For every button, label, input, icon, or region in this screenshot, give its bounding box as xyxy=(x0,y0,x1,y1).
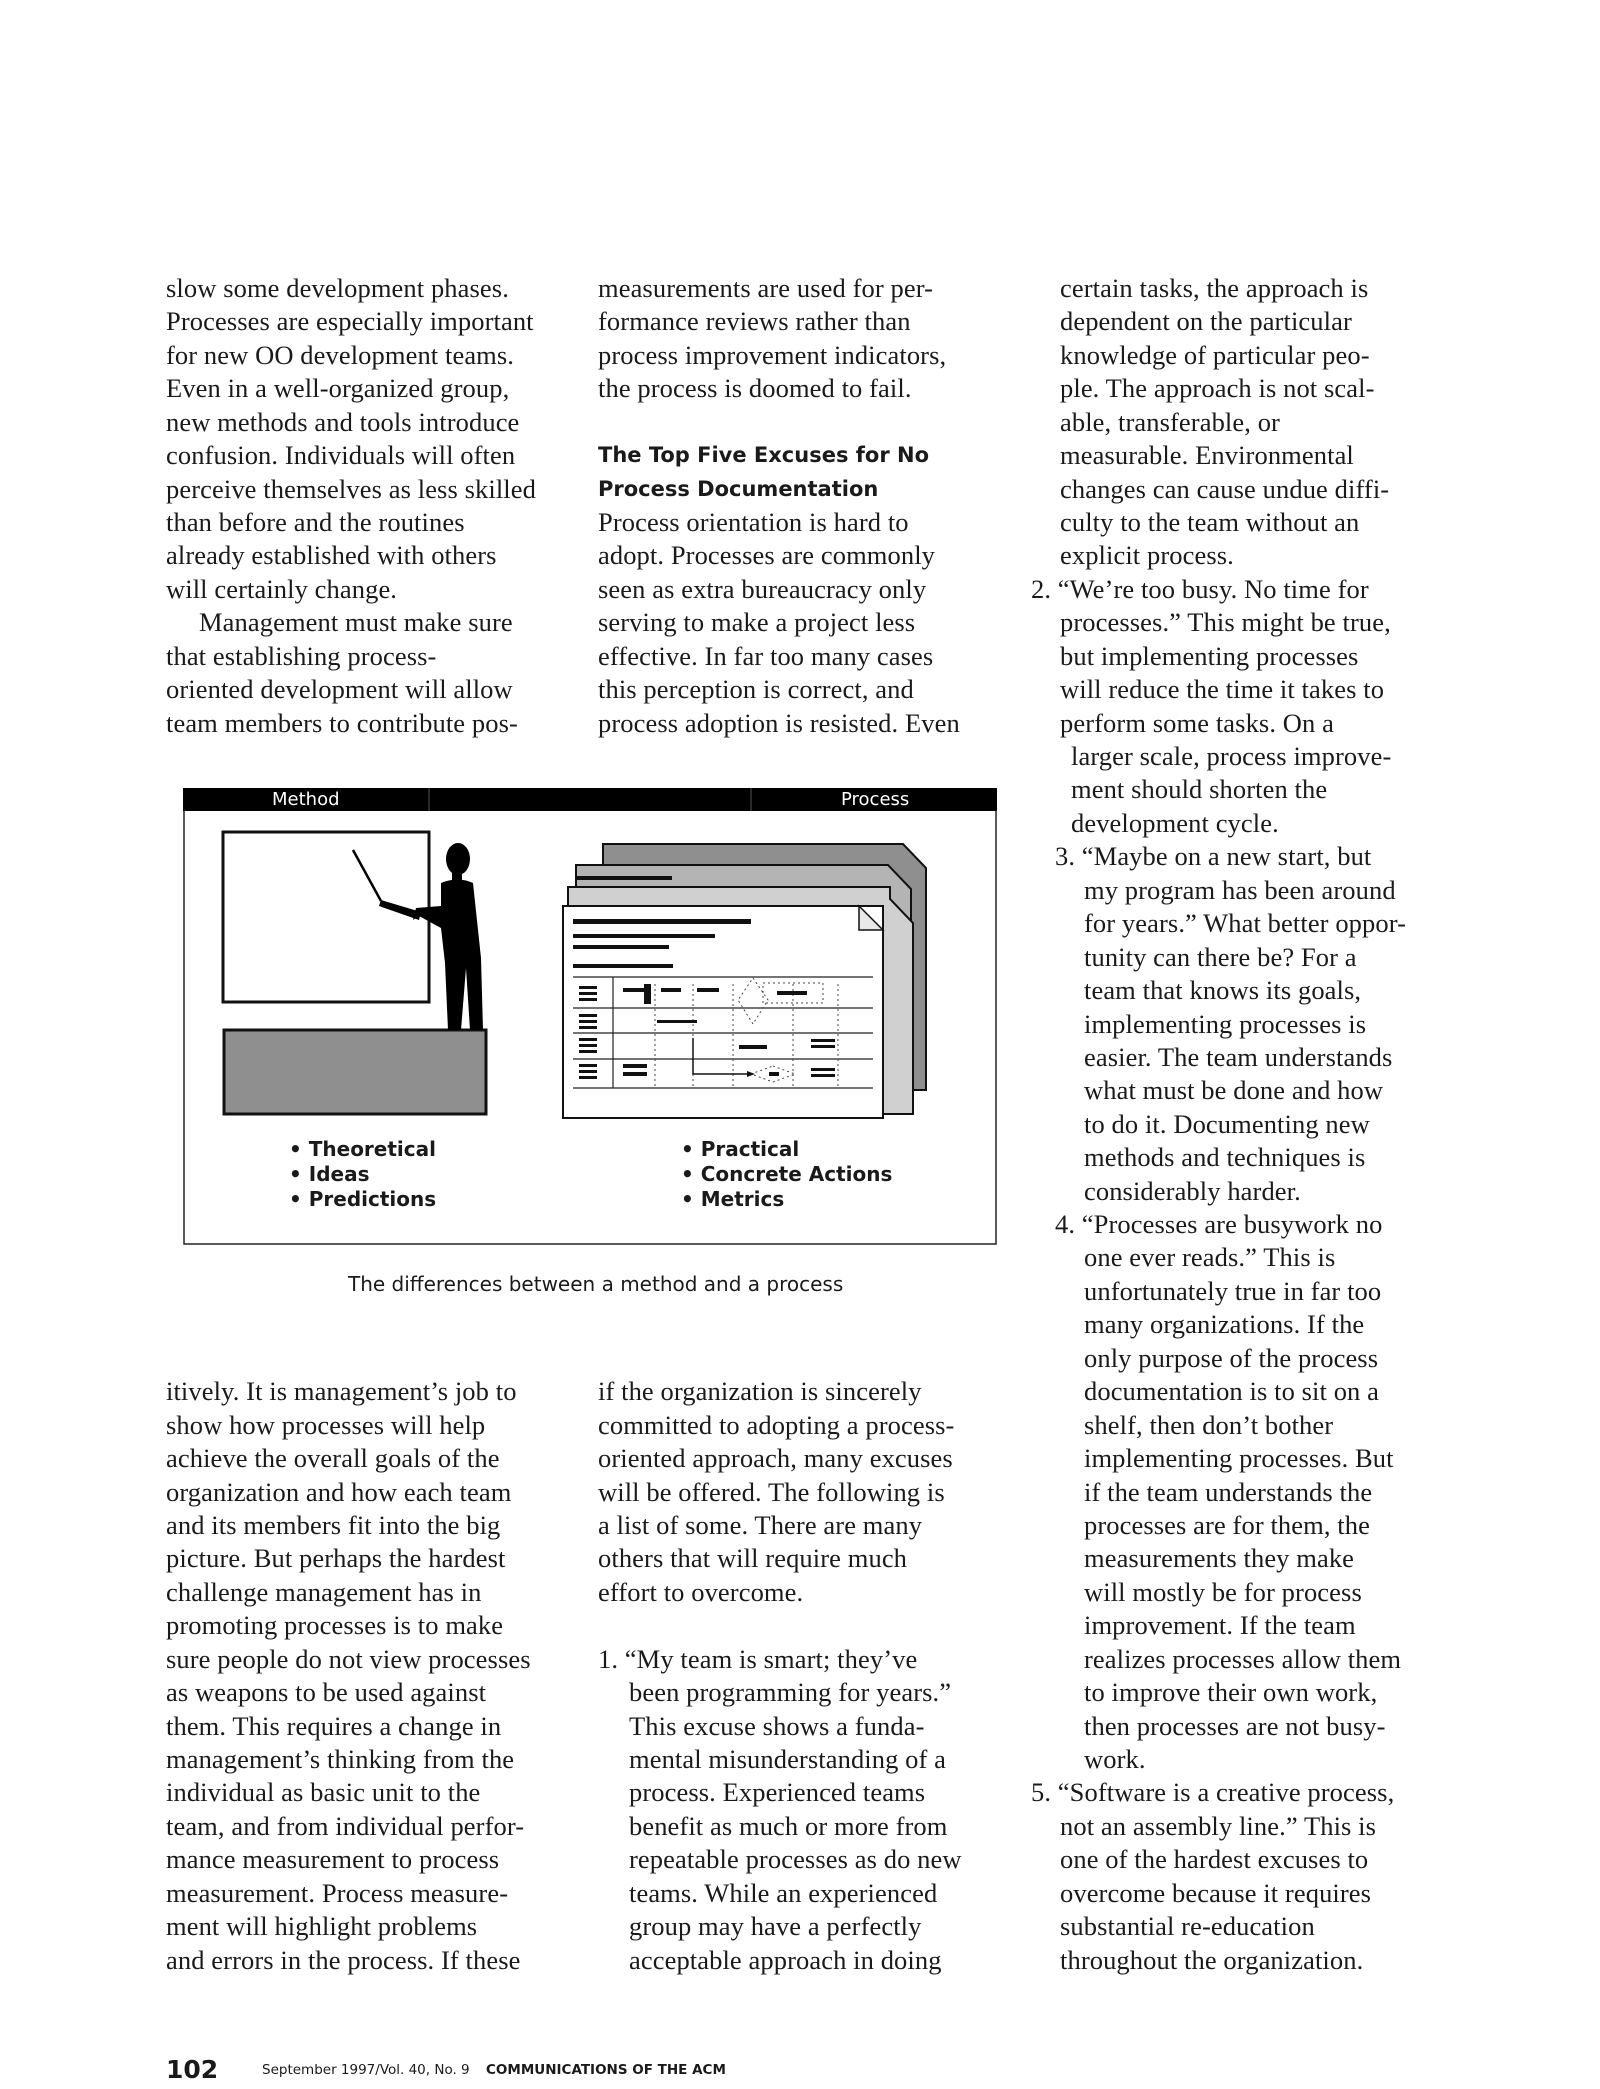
text-line: show how processes will help xyxy=(166,1410,486,1440)
text-line: confusion. Individuals will often xyxy=(166,440,516,470)
list-item: 3. “Maybe on a new start, but xyxy=(1055,841,1372,871)
text-line: measurements they make xyxy=(1084,1543,1355,1573)
text-line: mance measurement to process xyxy=(166,1844,500,1874)
process-label: Process xyxy=(841,789,910,810)
figure-caption: The differences between a method and a process xyxy=(348,1272,844,1296)
text-line: oriented development will allow xyxy=(166,674,513,704)
text-line: Management must make sure xyxy=(199,607,513,637)
method-bullet: • Ideas xyxy=(289,1162,370,1186)
text-line: throughout the organization. xyxy=(1060,1945,1364,1975)
text-line: many organizations. If the xyxy=(1084,1309,1365,1339)
text-line: This excuse shows a funda- xyxy=(629,1711,925,1741)
text-line: what must be done and how xyxy=(1084,1075,1384,1105)
text-line: but implementing processes xyxy=(1060,641,1359,671)
text-line: to do it. Documenting new xyxy=(1084,1109,1370,1139)
text-line: individual as basic unit to the xyxy=(166,1777,481,1807)
text-line: achieve the overall goals of the xyxy=(166,1443,500,1473)
text-line: measurements are used for per- xyxy=(598,273,934,303)
method-label: Method xyxy=(272,789,340,810)
text-line: unfortunately true in far too xyxy=(1084,1276,1382,1306)
text-line: process adoption is resisted. Even xyxy=(598,708,960,738)
section-heading: The Top Five Excuses for No xyxy=(598,443,929,467)
text-line: dependent on the particular xyxy=(1060,306,1352,336)
text-line: the process is doomed to fail. xyxy=(598,373,912,403)
text-line: will mostly be for process xyxy=(1084,1577,1362,1607)
text-line: as weapons to be used against xyxy=(166,1677,487,1707)
text-line: group may have a perfectly xyxy=(629,1911,922,1941)
text-line: Process orientation is hard to xyxy=(598,507,909,537)
text-line: oriented approach, many excuses xyxy=(598,1443,953,1473)
text-line: team members to contribute pos- xyxy=(166,708,518,738)
text-line: to improve their own work, xyxy=(1084,1677,1378,1707)
text-line: slow some development phases. xyxy=(166,273,509,303)
text-line: formance reviews rather than xyxy=(598,306,911,336)
text-line: for new OO development teams. xyxy=(166,340,515,370)
text-line: ment should shorten the xyxy=(1071,774,1328,804)
text-line: only purpose of the process xyxy=(1084,1343,1379,1373)
text-line: methods and techniques is xyxy=(1084,1142,1366,1172)
text-line: that establishing process- xyxy=(166,641,437,671)
text-line: realizes processes allow them xyxy=(1084,1644,1402,1674)
page-number: 102 xyxy=(166,2055,219,2084)
text-line: implementing processes. But xyxy=(1084,1443,1394,1473)
text-line: and errors in the process. If these xyxy=(166,1945,521,1975)
text-line: Even in a well-organized group, xyxy=(166,373,510,403)
text-line: certain tasks, the approach is xyxy=(1060,273,1369,303)
text-line: process improvement indicators, xyxy=(598,340,947,370)
text-line: one of the hardest excuses to xyxy=(1060,1844,1369,1874)
text-line: then processes are not busy- xyxy=(1084,1711,1386,1741)
process-bullet: • Metrics xyxy=(681,1187,785,1211)
text-line: changes can cause undue diffi- xyxy=(1060,474,1390,504)
list-item: 5. “Software is a creative process, xyxy=(1031,1777,1395,1807)
text-line: mental misunderstanding of a xyxy=(629,1744,947,1774)
text-line: repeatable processes as do new xyxy=(629,1844,962,1874)
text-line: development cycle. xyxy=(1071,808,1279,838)
text-line: teams. While an experienced xyxy=(629,1878,938,1908)
text-line: measurable. Environmental xyxy=(1060,440,1354,470)
method-bullet: • Theoretical xyxy=(289,1137,436,1161)
text-line: processes.” This might be true, xyxy=(1060,607,1391,637)
process-bullet: • Concrete Actions xyxy=(681,1162,893,1186)
text-line: already established with others xyxy=(166,540,497,570)
text-line: adopt. Processes are commonly xyxy=(598,540,936,570)
text-line: and its members fit into the big xyxy=(166,1510,501,1540)
text-line: processes are for them, the xyxy=(1084,1510,1370,1540)
text-line: serving to make a project less xyxy=(598,607,916,637)
text-line: not an assembly line.” This is xyxy=(1060,1811,1377,1841)
text-line: overcome because it requires xyxy=(1060,1878,1372,1908)
text-line: explicit process. xyxy=(1060,540,1234,570)
text-line: culty to the team without an xyxy=(1060,507,1360,537)
text-line: shelf, then don’t bother xyxy=(1084,1410,1334,1440)
text-line: than before and the routines xyxy=(166,507,465,537)
list-item: 1. “My team is smart; they’ve xyxy=(598,1644,918,1674)
text-line: perceive themselves as less skilled xyxy=(166,474,536,504)
process-bullet: • Practical xyxy=(681,1137,800,1161)
text-line: my program has been around xyxy=(1084,875,1396,905)
text-line: Processes are especially important xyxy=(166,306,534,336)
text-line: implementing processes is xyxy=(1084,1009,1367,1039)
text-line: will reduce the time it takes to xyxy=(1060,674,1385,704)
text-line: if the organization is sincerely xyxy=(598,1376,922,1406)
text-line: new methods and tools introduce xyxy=(166,407,520,437)
text-line: organization and how each team xyxy=(166,1477,512,1507)
text-line: a list of some. There are many xyxy=(598,1510,923,1540)
text-line: management’s thinking from the xyxy=(166,1744,515,1774)
text-line: promoting processes is to make xyxy=(166,1610,504,1640)
text-line: substantial re-education xyxy=(1060,1911,1315,1941)
text-line: this perception is correct, and xyxy=(598,674,914,704)
text-line: effort to overcome. xyxy=(598,1577,804,1607)
journal-name: COMMUNICATIONS OF THE ACM xyxy=(486,2062,726,2078)
text-line: sure people do not view processes xyxy=(166,1644,531,1674)
text-line: ment will highlight problems xyxy=(166,1911,478,1941)
text-line: picture. But perhaps the hardest xyxy=(166,1543,506,1573)
text-line: measurement. Process measure- xyxy=(166,1878,509,1908)
text-line: itively. It is management’s job to xyxy=(166,1376,517,1406)
text-line: others that will require much xyxy=(598,1543,908,1573)
text-line: knowledge of particular peo- xyxy=(1060,340,1370,370)
text-line: process. Experienced teams xyxy=(629,1777,926,1807)
text-line: perform some tasks. On a xyxy=(1060,708,1334,738)
text-line: one ever reads.” This is xyxy=(1084,1242,1336,1272)
method-bullet: • Predictions xyxy=(289,1187,437,1211)
text-line: documentation is to sit on a xyxy=(1084,1376,1379,1406)
text-line: easier. The team understands xyxy=(1084,1042,1393,1072)
text-line: for years.” What better oppor- xyxy=(1084,908,1407,938)
text-line: effective. In far too many cases xyxy=(598,641,934,671)
text-line: team that knows its goals, xyxy=(1084,975,1362,1005)
list-item: 2. “We’re too busy. No time for xyxy=(1031,574,1369,604)
text-line: work. xyxy=(1084,1744,1146,1774)
text-line: will certainly change. xyxy=(166,574,398,604)
list-item: 4. “Processes are busywork no xyxy=(1055,1209,1383,1239)
text-line: been programming for years.” xyxy=(629,1677,952,1707)
text-line: ple. The approach is not scal- xyxy=(1060,373,1375,403)
text-line: committed to adopting a process- xyxy=(598,1410,955,1440)
issue-info: September 1997/Vol. 40, No. 9 xyxy=(262,2062,470,2078)
text-line: able, transferable, or xyxy=(1060,407,1280,437)
text-line: acceptable approach in doing xyxy=(629,1945,942,1975)
section-heading: Process Documentation xyxy=(598,477,879,501)
text-line: benefit as much or more from xyxy=(629,1811,948,1841)
text-line: will be offered. The following is xyxy=(598,1477,945,1507)
text-line: larger scale, process improve- xyxy=(1071,741,1392,771)
text-line: challenge management has in xyxy=(166,1577,482,1607)
text-line: seen as extra bureaucracy only xyxy=(598,574,927,604)
text-line: them. This requires a change in xyxy=(166,1711,502,1741)
text-line: tunity can there be? For a xyxy=(1084,942,1357,972)
text-line: improvement. If the team xyxy=(1084,1610,1356,1640)
text-line: team, and from individual perfor- xyxy=(166,1811,525,1841)
text-line: considerably harder. xyxy=(1084,1176,1301,1206)
text-line: if the team understands the xyxy=(1084,1477,1373,1507)
